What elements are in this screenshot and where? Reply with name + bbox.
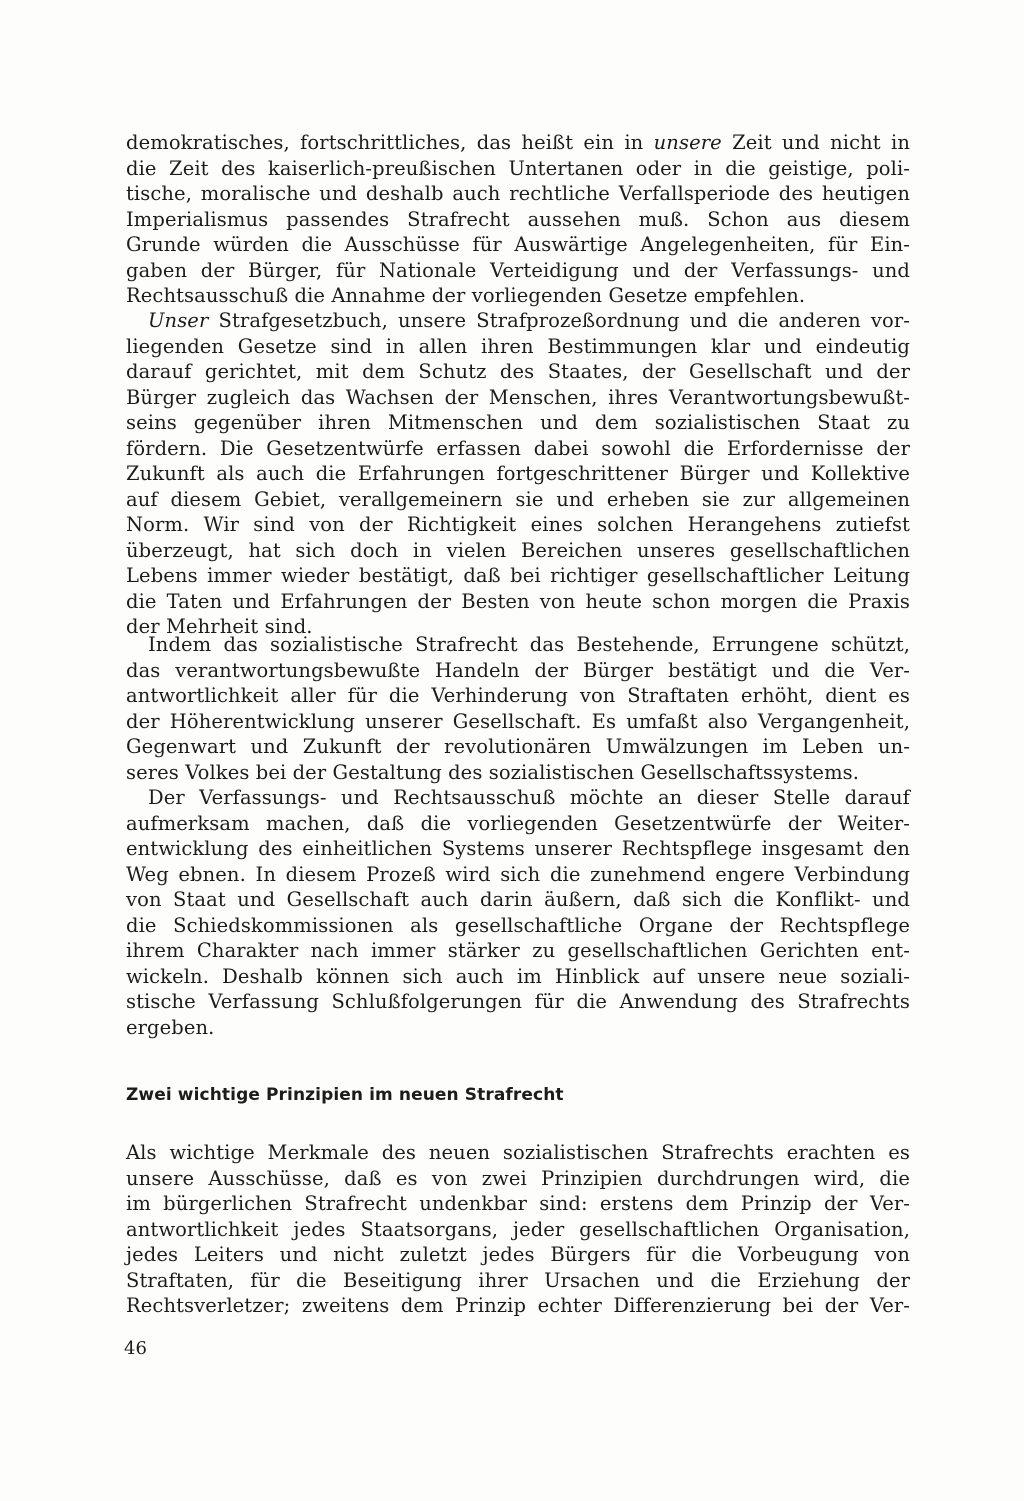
text-run: Strafgesetzbuch, unsere Strafprozeßordnung und die anderen vor- <box>208 309 910 332</box>
text-line <box>126 563 910 589</box>
text-line <box>126 1191 910 1217</box>
text-run: die Zeit des kaiserlich-preußischen Untertanen oder in die geistige, poli- <box>126 156 910 180</box>
text-run: Zeit und nicht in <box>721 131 911 154</box>
text-line <box>126 1268 910 1294</box>
text-run: unsere Ausschüsse, daß es von zwei Prinzipien durchdrungen wird, die <box>126 1166 910 1190</box>
text-run: antwortlichkeit jedes Staatsorgans, jeder gesellschaftlichen Organisation, <box>126 1217 910 1241</box>
text-line <box>126 1217 910 1243</box>
text-line <box>126 1242 910 1268</box>
text-run: antwortlichkeit aller für die Verhinderung von Straftaten erhöht, dient es <box>126 684 910 707</box>
text-line <box>126 1293 910 1319</box>
text-line <box>126 938 910 964</box>
text-run: das verantwortungsbewußte Handeln der Bürger bestätigt und die Ver- <box>126 658 910 682</box>
text-line <box>126 989 910 1015</box>
text-run: Als wichtige Merkmale des neuen sozialistischen Strafrechts erachten es <box>126 1141 910 1164</box>
text-run: Indem das sozialistische Strafrecht das Bestehende, Errungene schützt, <box>148 633 910 656</box>
text-run: Rechtsausschuß die Annahme der vorliegenden Gesetze empfehlen. <box>126 284 806 307</box>
text-line <box>126 207 910 233</box>
section-heading: Zwei wichtige Prinzipien im neuen Strafrecht <box>126 1085 564 1105</box>
text-run: tische, moralische und deshalb auch rechtliche Verfallsperiode des heutigen <box>126 182 910 205</box>
text-run: von Staat und Gesellschaft auch darin äußern, daß sich die Konflikt- und <box>126 888 910 911</box>
text-line <box>126 683 910 709</box>
paragraph-5 <box>126 1140 910 1319</box>
text-run: die Schiedskommissionen als gesellschaftliche Organe der Rechtspflege <box>126 913 910 937</box>
text-run: jedes Leiters und nicht zuletzt jedes Bürgers für die Vorbeugung von <box>126 1243 910 1266</box>
text-line <box>126 156 910 182</box>
text-line <box>126 538 910 564</box>
text-run: darauf gerichtet, mit dem Schutz des Staates, der Gesellschaft und der <box>126 360 910 383</box>
text-line <box>126 862 910 888</box>
text-line <box>126 1140 910 1166</box>
text-run: überzeugt, hat sich doch in vielen Bereichen unseres gesellschaftlichen <box>126 538 910 562</box>
text-line <box>126 1015 910 1041</box>
text-run: Rechtsverletzer; zweitens dem Prinzip echter Differenzierung bei der Ver- <box>126 1294 910 1317</box>
emphasized-word: Unser <box>148 309 209 332</box>
text-line <box>126 308 910 334</box>
text-line <box>126 836 910 862</box>
text-line <box>126 785 910 811</box>
text-run: im bürgerlichen Strafrecht undenkbar sind: erstens dem Prinzip der Ver- <box>126 1192 910 1215</box>
text-line <box>126 658 910 684</box>
text-line <box>126 359 910 385</box>
text-line <box>126 232 910 258</box>
text-run: liegenden Gesetze sind in allen ihren Bestimmungen klar und eindeutig <box>126 334 910 358</box>
text-line <box>126 964 910 990</box>
text-line <box>126 181 910 207</box>
text-run: Weg ebnen. In diesem Prozeß wird sich die zunehmend engere Verbindung <box>126 862 910 886</box>
text-line <box>126 461 910 487</box>
text-run: der Mehrheit sind. <box>126 615 313 638</box>
paragraph-3 <box>126 632 910 785</box>
text-run: Grunde würden die Ausschüsse für Auswärtige Angelegenheiten, für Ein- <box>126 233 910 256</box>
text-run: Zukunft als auch die Erfahrungen fortgeschrittener Bürger und Kollektive <box>126 462 910 485</box>
text-run: wickeln. Deshalb können sich auch im Hinblick auf unsere neue soziali- <box>126 964 910 988</box>
text-run: der Höherentwicklung unserer Gesellschaft. Es umfaßt also Vergangenheit, <box>126 709 910 733</box>
text-run: Imperialismus passendes Strafrecht aussehen muß. Schon aus diesem <box>126 207 910 231</box>
page-number: 46 <box>124 1338 147 1359</box>
text-run: ihrem Charakter nach immer stärker zu gesellschaftlichen Gerichten ent- <box>126 939 910 962</box>
text-run: aufmerksam machen, daß die vorliegenden Gesetzentwürfe der Weiter- <box>126 811 910 835</box>
text-line <box>126 632 910 658</box>
text-line <box>126 709 910 735</box>
text-run: ergeben. <box>126 1015 215 1039</box>
text-run: gaben der Bürger, für Nationale Verteidigung und der Verfassungs- und <box>126 258 910 282</box>
text-line <box>126 913 910 939</box>
text-run: Bürger zugleich das Wachsen der Menschen, ihres Verantwortungsbewußt- <box>126 385 910 409</box>
text-line <box>126 334 910 360</box>
text-line <box>126 887 910 913</box>
text-run: demokratisches, fortschrittliches, das heißt ein in <box>126 131 654 154</box>
text-line <box>126 487 910 513</box>
text-run: fördern. Die Gesetzentwürfe erfassen dabei sowohl die Erfordernisse der <box>126 436 910 460</box>
emphasized-word: unsere <box>653 131 722 154</box>
text-line <box>126 760 910 786</box>
text-line <box>126 1166 910 1192</box>
text-line <box>126 436 910 462</box>
text-run: Der Verfassungs- und Rechtsausschuß möchte an dieser Stelle darauf <box>148 786 910 809</box>
text-run: seres Volkes bei der Gestaltung des sozialistischen Gesellschaftssystems. <box>126 760 860 784</box>
text-run: stische Verfassung Schlußfolgerungen für die Anwendung des Strafrechts <box>126 990 910 1013</box>
text-line <box>126 258 910 284</box>
text-line <box>126 410 910 436</box>
text-run: Norm. Wir sind von der Richtigkeit eines solchen Herangehens zutiefst <box>126 513 910 536</box>
text-line <box>126 283 910 309</box>
text-run: auf diesem Gebiet, verallgemeinern sie und erheben sie zur allgemeinen <box>126 487 910 511</box>
text-line <box>126 589 910 615</box>
text-line <box>126 734 910 760</box>
text-run: Straftaten, für die Beseitigung ihrer Ursachen und die Erziehung der <box>126 1268 910 1292</box>
text-line <box>126 811 910 837</box>
text-run: seins gegenüber ihren Mitmenschen und dem sozialistischen Staat zu <box>126 411 910 434</box>
paragraph-1 <box>126 130 910 309</box>
paragraph-2 <box>126 308 910 640</box>
text-line <box>126 385 910 411</box>
text-run: entwicklung des einheitlichen Systems unserer Rechtspflege insgesamt den <box>126 837 910 860</box>
text-run: die Taten und Erfahrungen der Besten von heute schon morgen die Praxis <box>126 589 910 613</box>
text-run: Gegenwart und Zukunft der revolutionären Umwälzungen im Leben un- <box>126 735 910 758</box>
text-line <box>126 512 910 538</box>
text-line <box>126 130 910 156</box>
paragraph-4 <box>126 785 910 1040</box>
text-run: Lebens immer wieder bestätigt, daß bei richtiger gesellschaftlicher Leitung <box>126 564 910 587</box>
